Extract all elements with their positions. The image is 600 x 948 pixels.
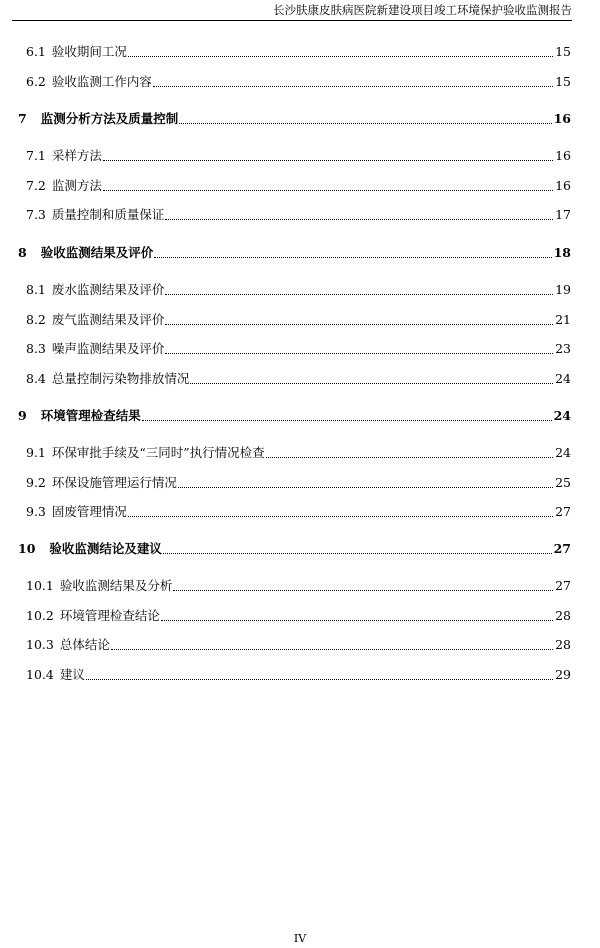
toc-entry-title: 总量控制污染物排放情况 — [51, 371, 190, 386]
toc-entry-number: 10.2 — [26, 608, 54, 623]
toc-chapter-title: 环境管理检查结果 — [40, 408, 141, 423]
toc-chapter-number: 9 — [18, 408, 27, 423]
toc-entry-page: 27 — [555, 504, 571, 519]
dot-leader — [163, 552, 552, 554]
page-number: IV — [293, 932, 307, 945]
toc-entry-number: 8.3 — [26, 341, 46, 356]
toc-entry-page: 29 — [555, 667, 571, 682]
toc-chapter-title: 验收监测结论及建议 — [49, 541, 162, 556]
toc-entry-page: 24 — [555, 445, 571, 460]
dot-leader — [266, 456, 553, 458]
toc-entry-title: 验收监测结果及分析 — [59, 578, 173, 593]
toc-entry[interactable] — [18, 177, 571, 195]
dot-leader — [179, 122, 551, 124]
toc-chapter-page: 16 — [553, 111, 571, 126]
toc-chapter-entry[interactable] — [18, 540, 571, 558]
toc-entry-page: 15 — [555, 74, 571, 89]
dot-leader — [154, 256, 551, 258]
toc-entry[interactable] — [18, 666, 571, 684]
toc-entry-page: 16 — [555, 178, 571, 193]
toc-entry-title: 噪声监测结果及评价 — [51, 341, 165, 356]
dot-leader — [128, 55, 553, 57]
toc-chapter-number: 8 — [18, 245, 27, 260]
toc-chapter-number: 7 — [18, 111, 27, 126]
toc-entry-title: 环保审批手续及“三同时”执行情况检查 — [51, 445, 265, 460]
toc-entry-number: 7.1 — [26, 148, 46, 163]
toc-entry-page: 16 — [555, 148, 571, 163]
toc-entry[interactable] — [18, 607, 571, 625]
dot-leader — [190, 382, 553, 384]
toc-chapter-entry[interactable] — [18, 407, 571, 425]
toc-chapter-entry[interactable] — [18, 244, 571, 262]
dot-leader — [173, 589, 553, 591]
toc-entry-number: 8.4 — [26, 371, 46, 386]
toc-entry[interactable] — [18, 474, 571, 492]
dot-leader — [153, 85, 553, 87]
running-header — [12, 0, 572, 21]
dot-leader — [142, 419, 552, 421]
toc-entry-page: 21 — [555, 312, 571, 327]
page-footer — [0, 932, 600, 946]
toc-entry-page: 28 — [555, 608, 571, 623]
toc-entry-title: 采样方法 — [51, 148, 102, 163]
dot-leader — [165, 352, 553, 354]
toc-entry[interactable] — [18, 444, 571, 462]
toc-entry-page: 15 — [555, 44, 571, 59]
dot-leader — [86, 678, 553, 680]
toc-entry-number: 9.2 — [26, 475, 46, 490]
toc-entry[interactable] — [18, 503, 571, 521]
toc-entry-number: 8.1 — [26, 282, 46, 297]
toc-entry-title: 环保设施管理运行情况 — [51, 475, 177, 490]
toc-entry-title: 废气监测结果及评价 — [51, 312, 165, 327]
toc-entry-number: 7.3 — [26, 207, 46, 222]
toc-entry-page: 24 — [555, 371, 571, 386]
toc-entry-number: 6.2 — [26, 74, 46, 89]
toc-entry-title: 监测方法 — [51, 178, 102, 193]
toc-chapter-title: 验收监测结果及评价 — [40, 245, 154, 260]
toc-entry-page: 23 — [555, 341, 571, 356]
toc-entry-title: 固废管理情况 — [51, 504, 127, 519]
toc-entry[interactable] — [18, 206, 571, 224]
toc-entry-page: 25 — [555, 475, 571, 490]
toc-chapter-page: 27 — [553, 541, 571, 556]
toc-entry[interactable] — [18, 340, 571, 358]
dot-leader — [111, 648, 553, 650]
toc-entry[interactable] — [18, 636, 571, 654]
toc-entry[interactable] — [18, 147, 571, 165]
toc-entry-number: 8.2 — [26, 312, 46, 327]
toc-entry[interactable] — [18, 577, 571, 595]
toc-entry-number: 10.1 — [26, 578, 54, 593]
toc-entry[interactable] — [18, 370, 571, 388]
toc-chapter-page: 18 — [553, 245, 571, 260]
toc-entry-number: 7.2 — [26, 178, 46, 193]
dot-leader — [165, 293, 553, 295]
toc-chapter-page: 24 — [553, 408, 571, 423]
toc-entry-title: 建议 — [59, 667, 85, 682]
toc-entry-page: 27 — [555, 578, 571, 593]
toc-chapter-entry[interactable] — [18, 110, 571, 128]
toc-entry-number: 9.3 — [26, 504, 46, 519]
dot-leader — [103, 159, 553, 161]
toc-entry-number: 6.1 — [26, 44, 46, 59]
toc-entry[interactable] — [18, 281, 571, 299]
toc-entry-title: 质量控制和质量保证 — [51, 207, 165, 222]
toc-entry[interactable] — [18, 311, 571, 329]
dot-leader — [103, 189, 553, 191]
toc-entry-title: 验收监测工作内容 — [51, 74, 152, 89]
toc-entry-number: 9.1 — [26, 445, 46, 460]
toc-entry[interactable] — [18, 43, 571, 61]
dot-leader — [178, 486, 553, 488]
toc-entry-title: 环境管理检查结论 — [59, 608, 160, 623]
toc-entry-title: 验收期间工况 — [51, 44, 127, 59]
toc-entry-title: 总体结论 — [59, 637, 110, 652]
toc-entry-page: 28 — [555, 637, 571, 652]
toc-entry-page: 17 — [555, 207, 571, 222]
dot-leader — [165, 218, 553, 220]
toc-chapter-number: 10 — [18, 541, 36, 556]
toc-entry-number: 10.3 — [26, 637, 54, 652]
toc-entry[interactable] — [18, 73, 571, 91]
dot-leader — [161, 619, 553, 621]
header-title: 长沙肤康皮肤病医院新建设项目竣工环境保护验收监测报告 — [273, 3, 572, 17]
toc-entry-title: 废水监测结果及评价 — [51, 282, 165, 297]
toc-entry-page: 19 — [555, 282, 571, 297]
dot-leader — [165, 323, 553, 325]
toc-entry-number: 10.4 — [26, 667, 54, 682]
toc-chapter-title: 监测分析方法及质量控制 — [40, 111, 179, 126]
dot-leader — [128, 515, 553, 517]
